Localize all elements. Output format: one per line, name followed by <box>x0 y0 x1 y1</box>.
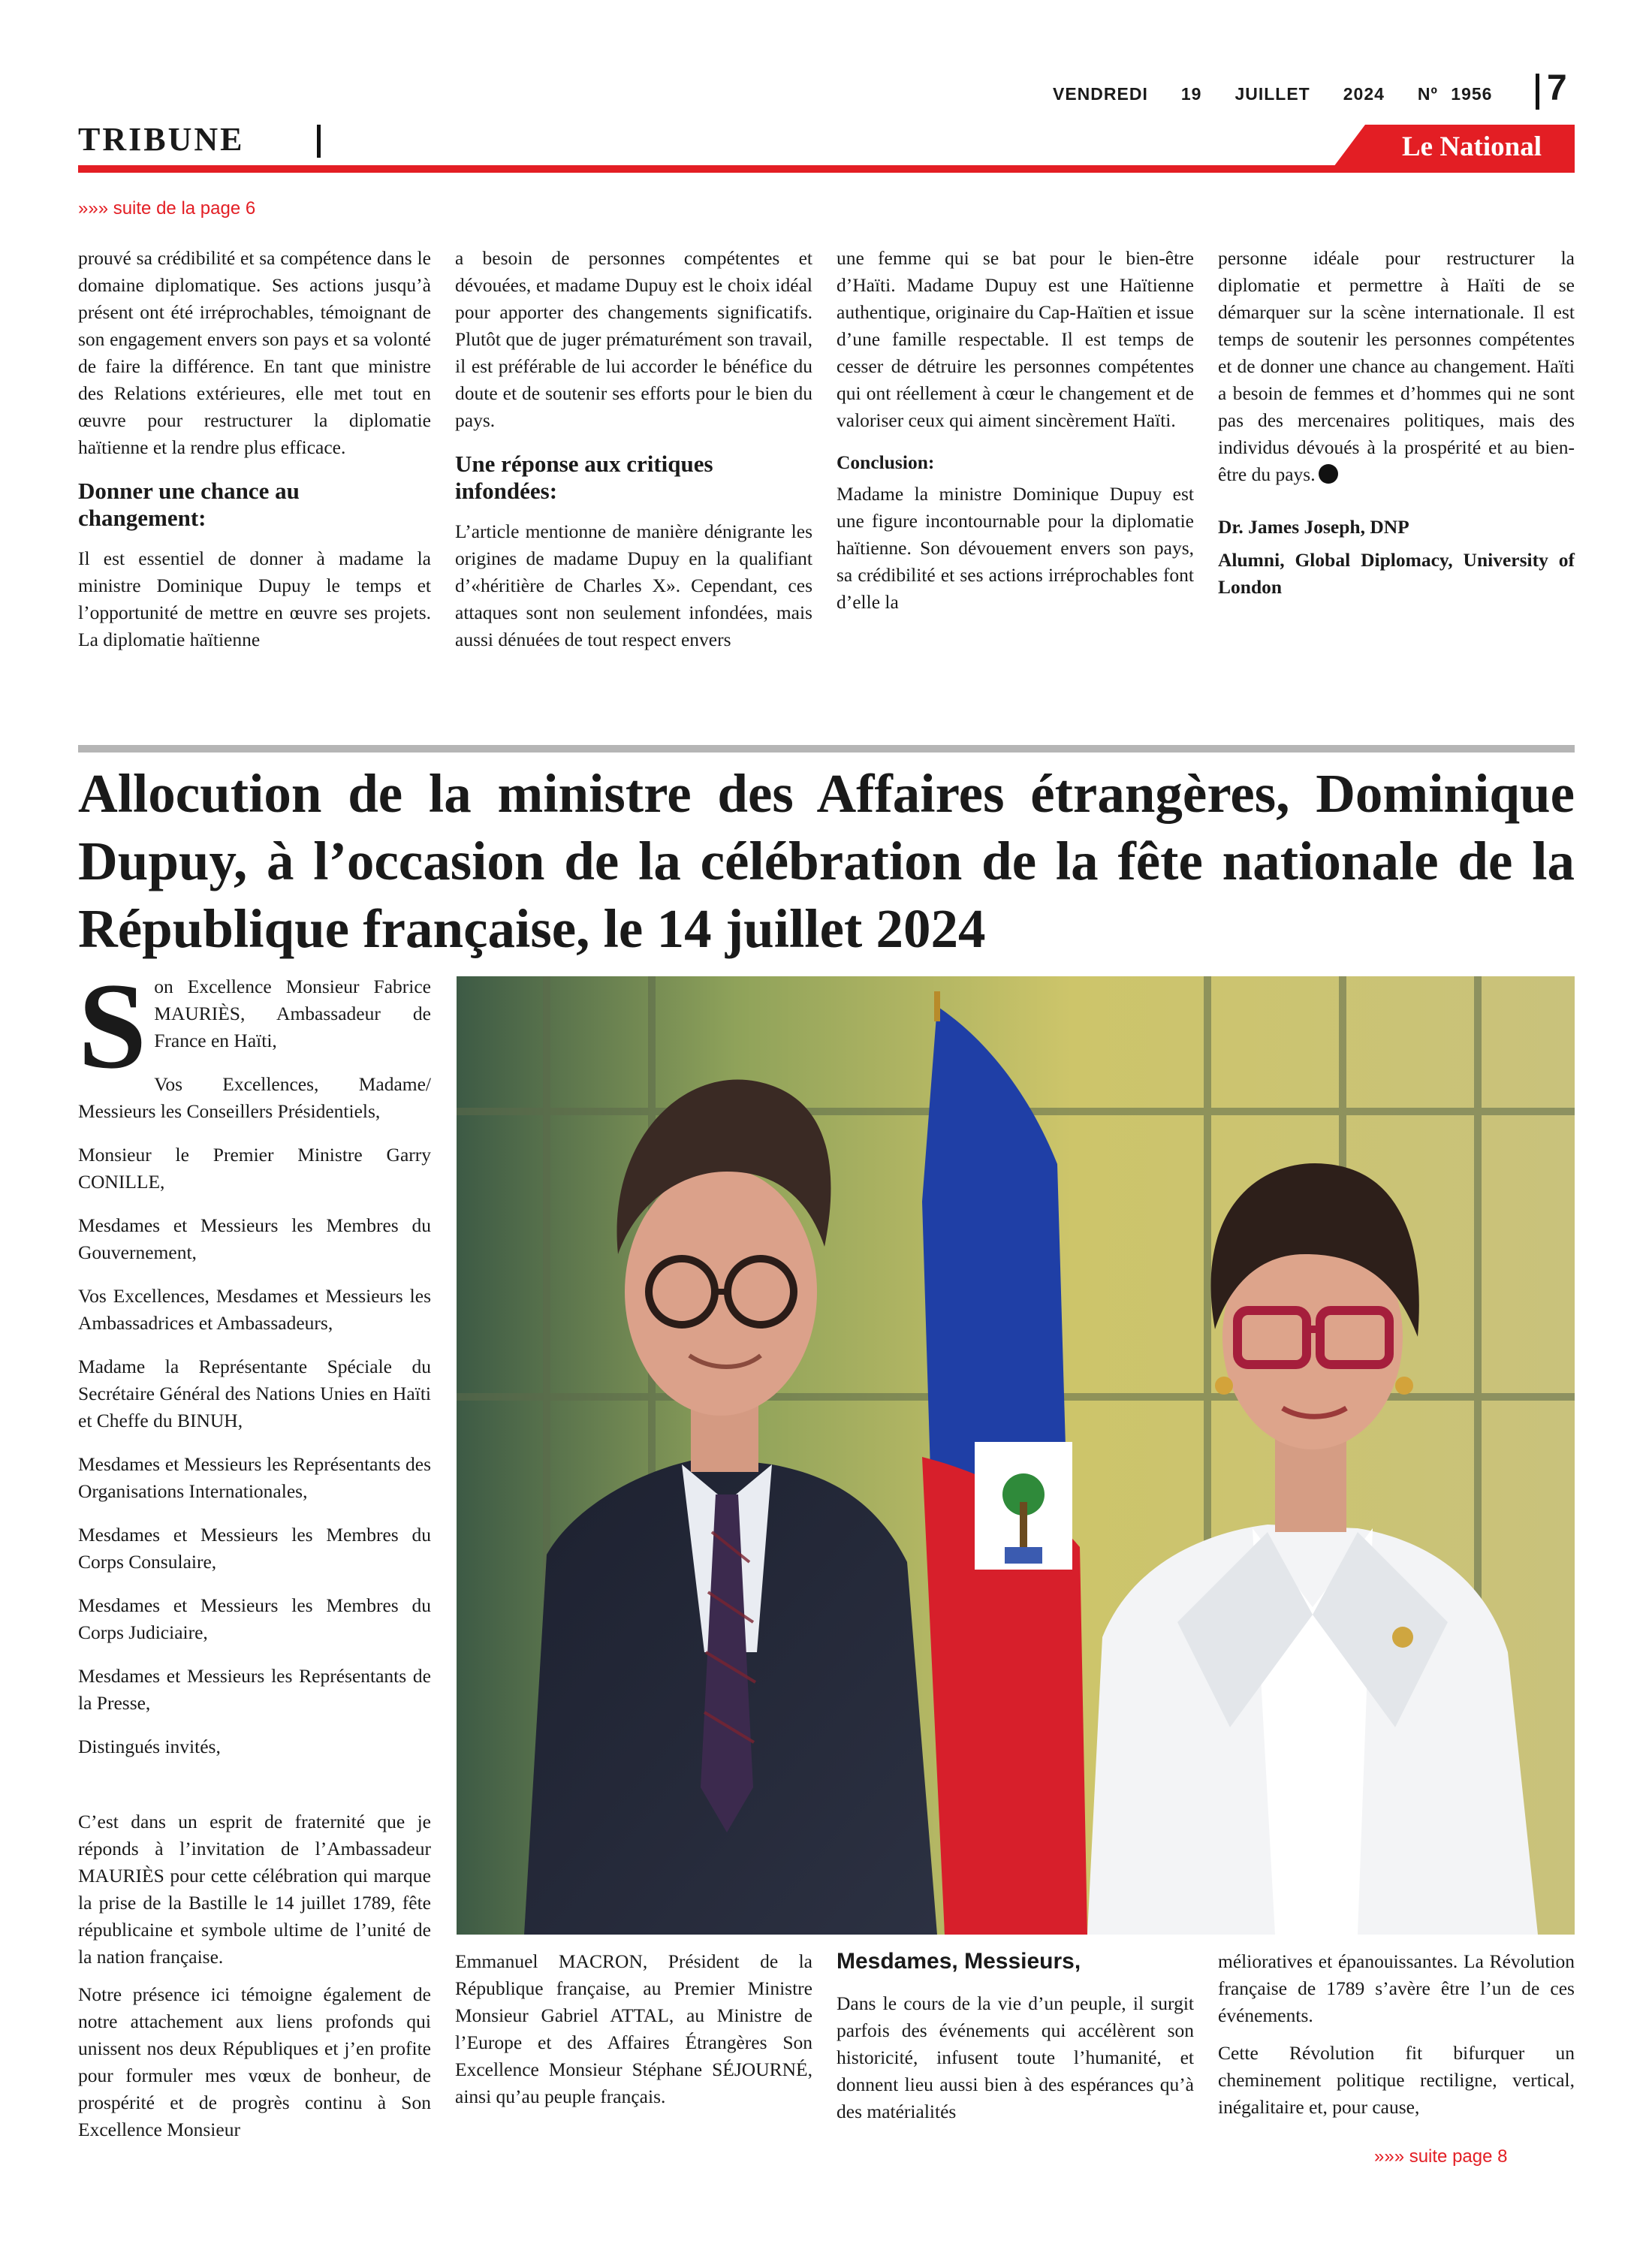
salutation: Madame la Représentante Spéciale du Secrétaire Général des Nations Unies en Haïti et Cheffe du BINUH, <box>78 1356 431 1431</box>
tribune-paragraph: L’article mentionne de manière dénigrante les origines de madame Dupuy en la qualifiant d’«héritière de Charles X». Cependant, ces attaques sont non seulement infondées, mais aussi dénuées de tout respect envers <box>455 520 812 650</box>
speech-paragraph: mélioratives et épanouissantes. La Révolution française de 1789 s’avère être l’un de ces événements. <box>1218 1950 1575 2026</box>
salutation: Vos Excellences, Madame/ Messieurs les Conseillers Présidentiels, <box>78 1073 431 1122</box>
issue-dateline <box>1053 84 1492 104</box>
tribune-subheading: Donner une chance au changement: <box>78 478 300 531</box>
tribune-paragraph: une femme qui se bat pour le bien-être d’Haïti. Madame Dupuy est une Haïtienne authentique, originaire du Cap-Haïtien et issue d’une famille respectable. Il est temps de cesser de détruire les personnes compétentes qui ont réellement à cœur le changement et de valoriser ceux qui aiment sincèrement Haïti. <box>837 247 1194 431</box>
author-affiliation: Alumni, Global Diplomacy, University of London <box>1218 549 1575 598</box>
salutation: Vos Excellences, Mesdames et Messieurs les Ambassadrices et Ambassadeurs, <box>78 1285 431 1334</box>
salutation: Mesdames et Messieurs les Membres du Corps Judiciaire, <box>78 1594 431 1643</box>
salutation-first: on Excellence Monsieur Fabrice MAURIÈS, Ambassadeur de France en Haïti, <box>154 976 431 1051</box>
tribune-subheading: Une réponse aux critiques infondées: <box>455 451 713 504</box>
salutation: Mesdames et Messieurs les Représentants des Organisations Internationales, <box>78 1453 431 1502</box>
tribune-column-2 <box>455 245 812 664</box>
speech-paragraph: Notre présence ici témoigne également de notre attachement aux liens profonds qui unissent nos deux Républiques et j’en profite pour formuler mes vœux de bonheur, de prospérité et de progrès continu à Son Excellence Monsieur <box>78 1983 431 2140</box>
tribune-column-3 <box>837 245 1194 626</box>
article-headline: Allocution de la ministre des Affaires étrangères, Dominique Dupuy, à l’occasion de la célébration de la fête nationale de la République française, le 14 juillet 2024 <box>78 763 1575 959</box>
speech-column-4 <box>1218 1948 1575 2131</box>
speech-paragraph: Cette Révolution fit bifurquer un cheminement politique rectiligne, vertical, inégalitaire et, pour cause, <box>1218 2042 1575 2118</box>
speech-paragraph: C’est dans un esprit de fraternité que je réponds à l’invitation de l’Ambassadeur MAURIÈS pour cette célébration qui marque la prise de la Bastille le 14 juillet 1789, fête républicaine et symbole ultime de l’unité de la nation française. <box>78 1811 431 1968</box>
publication-name: Le National <box>1401 131 1542 162</box>
speech-column-2 <box>455 1948 812 2121</box>
tribune-paragraph: a besoin de personnes compétentes et dévouées, et madame Dupuy est le choix idéal pour apporter des changements significatifs. Plutôt que de juger prématurément son travail, il est préférable de lui accorder le bénéfice du doute et de soutenir ses efforts pour le bien du pays. <box>455 247 812 431</box>
drop-cap: S <box>78 958 147 1094</box>
page-number: 7 <box>1547 68 1567 108</box>
photo-illustration <box>457 976 1575 1935</box>
section-divider <box>317 125 321 158</box>
issue-month: JUILLET <box>1234 84 1310 104</box>
salutation: Mesdames et Messieurs les Membres du Corps Consulaire, <box>78 1524 431 1573</box>
tribune-subheading: Conclusion: <box>837 451 935 473</box>
issue-date: 19 <box>1180 84 1202 104</box>
issue-number: Nº 1956 <box>1417 84 1493 104</box>
author-signature <box>1218 514 1575 601</box>
tribune-column-1 <box>78 245 431 664</box>
salutation: Mesdames et Messieurs les Membres du Gouvernement, <box>78 1214 431 1263</box>
continued-from-link[interactable]: »»» suite de la page 6 <box>78 198 256 219</box>
tribune-paragraph: Madame la ministre Dominique Dupuy est une figure incontournable pour la diplomatie haïtienne. Son dévouement envers son pays, sa crédibilité et ses actions irréprochables font d’elle la <box>837 483 1194 613</box>
speech-column-1 <box>78 958 431 2160</box>
section-title: TRIBUNE <box>78 121 245 158</box>
page-number-bar <box>1536 74 1539 110</box>
issue-year: 2024 <box>1343 84 1385 104</box>
end-of-article-icon <box>1319 464 1338 484</box>
tribune-paragraph <box>1218 245 1575 488</box>
speech-paragraph: Dans le cours de la vie d’un peuple, il surgit parfois des événements qui accélèrent son historicité, infusent toute l’humanité, et donnent lieu aussi bien à des espérances qu’à des matérialités <box>837 1992 1194 2122</box>
article-photo <box>457 976 1575 1935</box>
speech-column-3 <box>837 1948 1194 2136</box>
salutation: Monsieur le Premier Ministre Garry CONILLE, <box>78 1144 431 1193</box>
tribune-paragraph: Il est essentiel de donner à madame la ministre Dominique Dupuy le temps et l’opportunité de mettre en œuvre ses projets. La diplomatie haïtienne <box>78 547 431 650</box>
tribune-paragraph-text: personne idéale pour restructurer la diplomatie et permettre à Haïti de se démarquer sur la scène internationale. Il est temps de soutenir les personnes compétentes et de donner une chance au changement. Haïti a besoin de femmes et d’hommes qui ne sont pas des mercenaires politiques, mais des individus dévoués à la prospérité et au bien-être du pays. <box>1218 247 1575 485</box>
continued-to-link[interactable]: »»» suite page 8 <box>1374 2146 1508 2167</box>
tribune-paragraph: prouvé sa crédibilité et sa compétence dans le domaine diplomatique. Ses actions jusqu’à présent ont été irréprochables, témoignant de son engagement envers son pays et sa volonté de faire la différence. En tant que ministre des Relations extérieures, elle met tout en œuvre pour restructurer la diplomatie haïtienne et la rendre plus efficace. <box>78 247 431 458</box>
article-divider <box>78 745 1575 753</box>
speech-paragraph: Emmanuel MACRON, Président de la République française, au Premier Ministre Monsieur Gabriel ATTAL, au Ministre de l’Europe et des Affaires Étrangères Son Excellence Monsieur Stéphane SÉJOURNÉ, ainsi qu’au peuple français. <box>455 1950 812 2107</box>
issue-day: VENDREDI <box>1053 84 1148 104</box>
speech-opening <box>78 958 431 1094</box>
salutation: Distingués invités, <box>78 1736 221 1757</box>
salutation: Mesdames et Messieurs les Représentants de la Presse, <box>78 1665 431 1714</box>
speech-subheading: Mesdames, Messieurs, <box>837 1949 1081 1974</box>
tribune-column-4 <box>1218 245 1575 607</box>
author-name: Dr. James Joseph, DNP <box>1218 516 1409 538</box>
